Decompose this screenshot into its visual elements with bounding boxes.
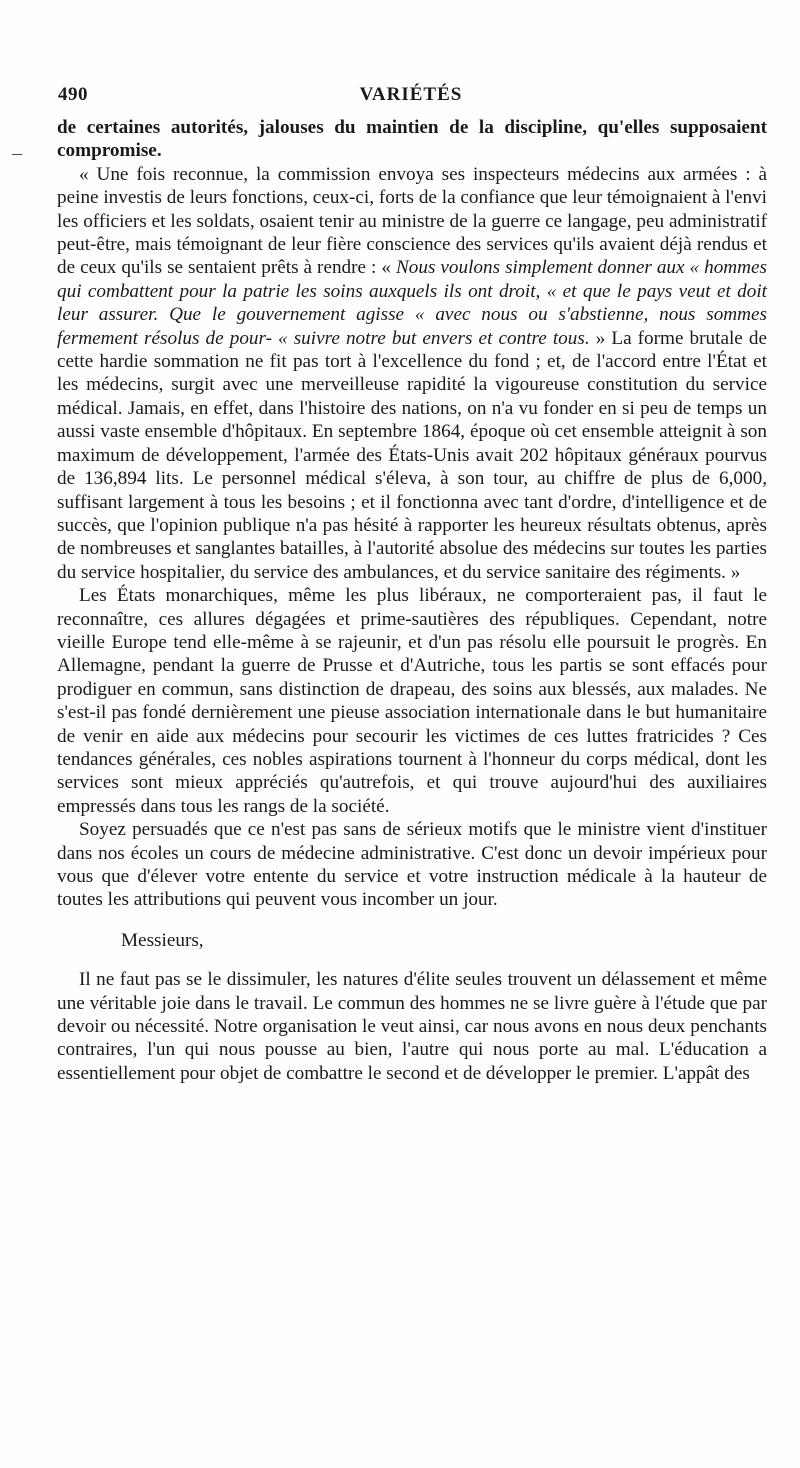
running-head: [58, 84, 764, 108]
margin-dash-mark: –: [12, 142, 22, 164]
paragraph-administrative-medicine: Soyez persuadés que ce n'est pas sans de sérieux motifs que le ministre vient d'instituer dans nos écoles un cours de médecine administrative. C'est donc un devoir impérieux pour vous que d'élever votre entente du service et votre instruction médicale à la hauteur de toutes les attributions qui peuvent vous incomber un jour.: [57, 819, 767, 911]
quotation-text-end: » La forme brutale de cette hardie sommation ne fit pas tort à l'excellence du fond ; et, de l'accord entre l'État et les médecins, surgit avec une merveilleuse rapidité la vigoureuse constitution du service médical. Jamais, en effet, dans l'histoire des nations, on n'a vu fonder en si peu de temps un aussi vaste ensemble d'hôpitaux. En septembre 1864, époque où cet ensemble atteignit à son maximum de développement, l'armée des États-Unis avait 202 hôpitaux généraux pourvus de 136,894 lits. Le personnel médical s'éleva, à son tour, au chiffre de plus de 6,000, suffisant largement à tous les besoins ; et il fonctionna avec tant d'ordre, d'intelligence et de succès, que l'opinion publique n'a pas hésité à rapporter les heureux résultats obtenus, après de nombreuses et sanglantes batailles, à l'autorité absolue des médecins sur toutes les parties du service hospitalier, du service des ambulances, et du service sanitaire des régiments. »: [57, 327, 767, 583]
paragraph-work: Il ne faut pas se le dissimuler, les natures d'élite seules trouvent un délassement et même une véritable joie dans le travail. Le commun des hommes ne se livre guère à l'étude que par devoir ou nécessité. Notre organisation le veut ainsi, car nous avons en nous deux penchants contraires, l'un qui nous pousse au bien, l'autre qui nous porte au mal. L'éducation a essentiellement pour objet de combattre le second et de développer le premier. L'appât des: [57, 969, 767, 1084]
running-title: VARIÉTÉS: [359, 84, 463, 105]
salutation: Messieurs,: [121, 929, 204, 951]
paragraph-monarchies: Les États monarchiques, même les plus libéraux, ne comporteraient pas, il faut le reconnaître, ces allures dégagées et prime-sautières des républiques. Cependant, notre vieille Europe tend elle-même à se rajeunir, et d'un pas résolu elle poursuit le progrès. En Allemagne, pendant la guerre de Prusse et d'Autriche, tous les partis se sont effacés pour prodiguer en commun, sans distinction de drapeau, des soins aux blessés, aux malades. Ne s'est-il pas fondé dernièrement une pieuse association internationale dans le but humanitaire de venir en aide aux médecins pour secourir les victimes de ces luttes fratricides ? Ces tendances générales, ces nobles aspirations tournent à l'honneur du corps médical, dont les services sont mieux appréciés qu'autrefois, et qui trouve aujourd'hui des auxiliaires empressés dans tous les rangs de la société.: [57, 585, 767, 817]
page-number: 490: [58, 84, 88, 105]
quotation-italic: Nous voulons simplement donner aux « hommes qui combattent pour la patrie les soins auxquels ils ont droit, « et que le pays veut et doit leur assurer. Que le gouvernement agisse « avec nous ou s'abstienne, nous sommes fermement résolus de pour- « suivre notre but envers et contre tous.: [57, 257, 767, 349]
paragraph-continuation: de certaines autorités, jalouses du maintien de la discipline, qu'elles supposaient compromise.: [57, 117, 767, 162]
paragraph-quotation: [57, 163, 767, 584]
quotation-text-start: « Une fois reconnue, la commission envoya ses inspecteurs médecins aux armées : à peine investis de leurs fonctions, ceux-ci, forts de la confiance que leur témoignaient à l'envi les officiers et les soldats, osaient tenir au ministre de la guerre ce langage, peu administratif peut-être, mais témoignant de leur fière conscience des services qu'ils avaient déjà rendus et de ceux qu'ils se sentaient prêts à rendre : «: [57, 163, 767, 279]
body-text: [57, 116, 767, 1085]
